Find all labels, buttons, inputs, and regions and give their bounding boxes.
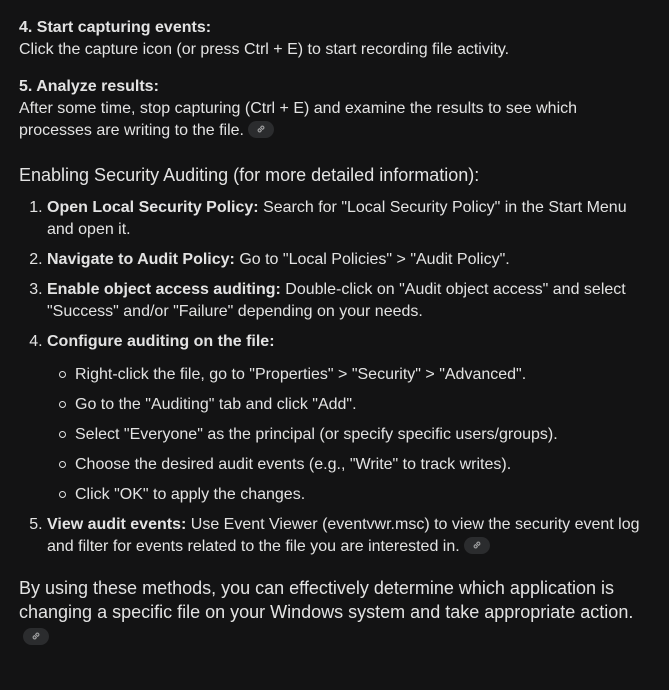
sub-list xyxy=(47,364,650,506)
section-heading-auditing: Enabling Security Auditing (for more detailed information): xyxy=(19,165,480,185)
sub-list-item: Select "Everyone" as the principal (or specify specific users/groups). xyxy=(59,424,650,446)
list-item: 1. Open Local Security Policy: Search for "Local Security Policy" in the Start Menu and open it. xyxy=(47,197,650,241)
step-text: After some time, stop capturing (Ctrl + E) and examine the results to see which processes are writing to the file. xyxy=(19,100,578,139)
source-link-chip[interactable] xyxy=(23,628,49,645)
link-icon xyxy=(256,124,266,134)
auditing-steps-list xyxy=(19,197,650,558)
sub-list-item: Right-click the file, go to "Properties" > "Security" > "Advanced". xyxy=(59,364,650,386)
source-link-chip[interactable] xyxy=(248,121,274,138)
step-heading: 5. Analyze results: xyxy=(19,78,159,95)
link-icon xyxy=(31,631,41,641)
step-start-capturing xyxy=(19,17,650,61)
step-analyze-results xyxy=(19,76,650,142)
list-item: 5. View audit events: Use Event Viewer (eventvwr.msc) to view the security event log and filter for events related to the file you are interested in. xyxy=(47,514,650,558)
list-item: 2. Navigate to Audit Policy: Go to "Local Policies" > "Audit Policy". xyxy=(47,249,650,271)
sub-list-item: Go to the "Auditing" tab and click "Add". xyxy=(59,394,650,416)
step-text: Click the capture icon (or press Ctrl + E) to start recording file activity. xyxy=(19,41,510,58)
closing-paragraph: By using these methods, you can effectively determine which application is changing a specific file on your Windows system and take appropriate action. xyxy=(19,576,650,648)
step-heading: 4. Start capturing events: xyxy=(19,19,212,36)
sub-list-item: Click "OK" to apply the changes. xyxy=(59,484,650,506)
list-item: 3. Enable object access auditing: Double-click on "Audit object access" and select "Success" and/or "Failure" depending on your needs. xyxy=(47,279,650,323)
sub-list-item: Choose the desired audit events (e.g., "Write" to track writes). xyxy=(59,454,650,476)
source-link-chip[interactable] xyxy=(464,537,490,554)
link-icon xyxy=(472,540,482,550)
list-item: 4. Configure auditing on the file: Right-click the file, go to "Properties" > "Security" > "Advanced". Go to the "Auditing" tab and click "Add". Select "Everyone" as the principal (or specify specific users/groups). Choose the desired audit events (e.g., "Write" to track writes). Click "OK" to apply the changes. xyxy=(47,331,650,506)
